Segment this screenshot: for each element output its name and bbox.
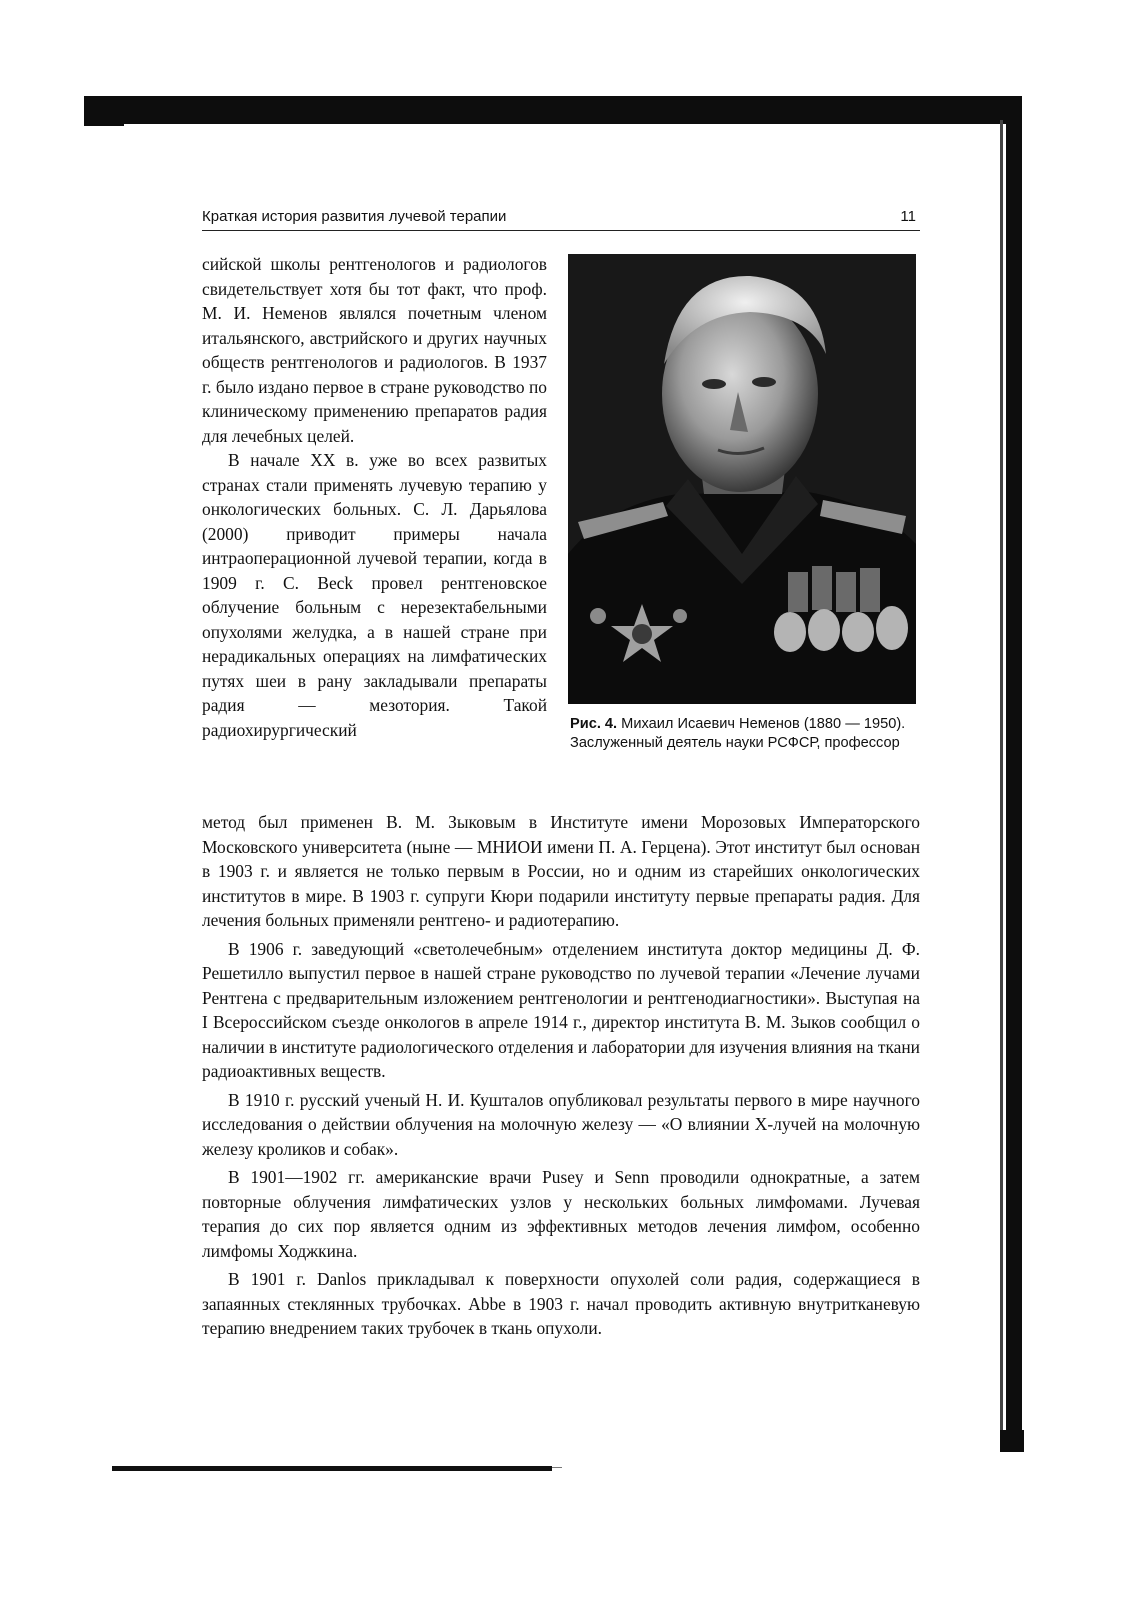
scan-border-right-foot — [1000, 1430, 1024, 1452]
paragraph: В 1901 г. Danlos прикладывал к поверхности опухолей соли радия, содержащиеся в запаянных стеклянных трубочках. Abbe в 1903 г. начал проводить активную внутритканевую терапию внедрением таких трубочек в ткань опухоли. — [202, 1269, 920, 1338]
running-header-title: Краткая история развития лучевой терапии — [202, 208, 507, 225]
figure-caption-text: Михаил Исаевич Неменов (1880 — 1950). Заслуженный деятель науки РСФСР, профессор — [570, 716, 906, 751]
wrapped-text-column — [202, 252, 547, 742]
paragraph: В 1910 г. русский ученый Н. И. Кушталов опубликовал результаты первого в мире научного исследования о действии облучения на молочную железу — «О влиянии Х-лучей на молочную железу кроликов и собак». — [202, 1089, 920, 1159]
paragraph: метод был применен В. М. Зыковым в Институте имени Морозовых Императорского Московского университета (ныне — МНИОИ имени П. А. Герцена). Этот институт был основан в 1903 г. и является не только первым в России, но и одним из старейших онкологических институтов в мире. В 1903 г. супруги Кюри подарили институту первые препараты радия. Для лечения больных применяли рентгено- и радиотерапию. — [202, 812, 920, 930]
main-text-column — [202, 810, 920, 1341]
scan-border-notch — [84, 116, 124, 126]
running-header — [202, 208, 920, 231]
paragraph: В начале XX в. уже во всех развитых странах стали применять лучевую терапию у онкологических больных. С. Л. Дарьялова (2000) приводит примеры начала интраоперационной лучевой терапии, когда в 1909 г. C. Beck провел рентгеновское облучение больным с нерезектабельными опухолями желудка, а в нашей стране при нерадикальных операциях на лимфатических путях шеи в рану закладывали препараты радия — мезотория. Такой радиохирургический — [202, 450, 547, 740]
portrait-photo — [568, 254, 916, 704]
scan-border-right-line — [1000, 120, 1003, 1440]
paragraph: сийской школы рентгенологов и радиологов свидетельствует хотя бы тот факт, что проф. М. И. Неменов являлся почетным членом итальянского, австрийского и других научных обществ рентгенологов и радиологов. В 1937 г. было издано первое в стране руководство по клиническому применению препаратов радия для лечебных целей. — [202, 254, 547, 446]
portrait-illustration — [568, 254, 916, 704]
paragraph: В 1906 г. заведующий «светолечебным» отделением института доктор медицины Д. Ф. Решетилло выпустил первое в нашей стране руководство по лучевой терапии «Лечение лучами Рентгена с предварительным изложением рентгенологии и рентгенодиагностики». Выступая на I Всероссийском съезде онкологов в апреле 1914 г., директор института В. М. Зыков сообщил о наличии в институте радиологического отделения и лаборатории для изучения влияния на ткани радиоактивных веществ. — [202, 938, 920, 1081]
scan-border-right — [1006, 96, 1022, 1451]
scan-border-top — [84, 96, 1022, 124]
figure-label: Рис. 4. — [570, 716, 618, 732]
page-number: 11 — [900, 208, 916, 225]
paragraph: В 1901—1902 гг. американские врачи Pusey и Senn проводили однократные, а затем повторные облучения лимфатических узлов у нескольких больных лимфомами. Лучевая терапия до сих пор является одним из эффективных методов лечения лимфом, особенно лимфомы Ходжкина. — [202, 1167, 920, 1261]
figure-caption — [570, 715, 922, 753]
scan-border-bottom — [112, 1466, 552, 1471]
scan-border-bottom-line — [552, 1467, 562, 1468]
